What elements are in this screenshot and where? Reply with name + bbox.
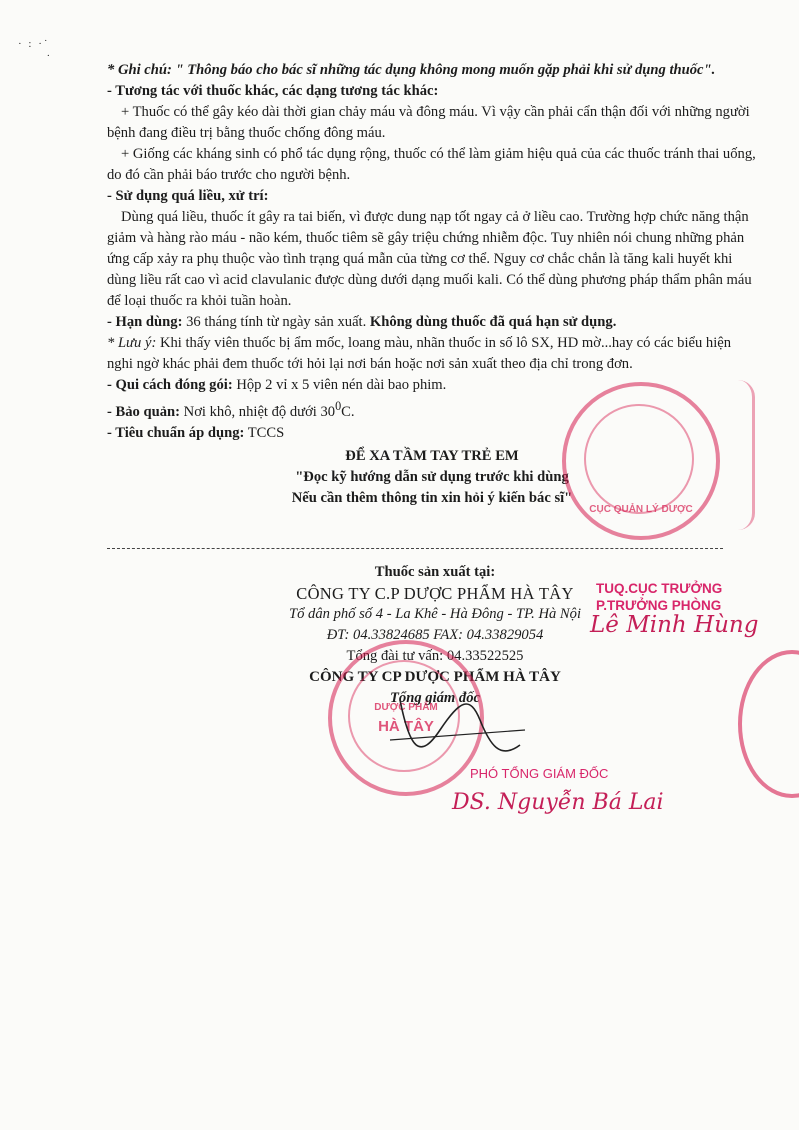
overdose-heading: - Sử dụng quá liều, xử trí: [107, 188, 269, 204]
storage-degree: 0 [335, 399, 342, 413]
overdose-body: Dùng quá liều, thuốc ít gây ra tai biến, vì được dung nạp tốt ngay cả ở liều cao. Trường hợp chức năng thận giảm và hàng rào máu - não kém, thuốc tiêm sẽ gây triệu chứng nhiễm độc. Tuy nhiên nói chung những phản ứng cấp xảy ra phụ thuộc vào tình trạng quá mẫn của từng cơ thể. Nguy cơ chắc chắn là tăng kali huyết khi dùng liều rất cao vì acid clavulanic được dùng dưới dạng muối kali. Có thể dùng phương pháp thẩm phân máu để loại thuốc ra khỏi tuần hoàn. [107, 209, 752, 309]
company-stamp-line-1: DƯỢC PHẨM [374, 702, 438, 713]
storage-label: - Bảo quản: [107, 403, 180, 420]
packaging-value: Hộp 2 vỉ x 5 viên nén dài bao phim. [232, 377, 447, 393]
expiry-line [107, 312, 757, 333]
expiry-label: - Hạn dùng: [107, 314, 183, 330]
ministry-stamp [562, 382, 720, 540]
interaction-item-1: + Thuốc có thể gây kéo dài thời gian chảy máu và đông máu. Vì vậy cần phải cẩn thận đối với những người bệnh đang điều trị bằng thuốc chống đông máu. [107, 104, 750, 141]
deputy-title: PHÓ TỔNG GIÁM ĐỐC [470, 766, 609, 781]
caution-label: * Lưu ý: [107, 335, 157, 351]
handwritten-signature [380, 690, 530, 770]
manufacturer-hotline: Tổng đài tư vấn: 04.33522525 [346, 648, 524, 664]
company-stamp-line-2: HÀ TÂY [378, 718, 434, 735]
storage-value: Nơi khô, nhiệt độ dưới 30 [180, 403, 336, 420]
packaging-label: - Qui cách đóng gói: [107, 377, 233, 393]
caution-paragraph [107, 333, 757, 375]
separator-line [107, 548, 723, 549]
manufacturer-phone: ĐT: 04.33824685 FAX: 04.33829054 [326, 627, 544, 643]
read-instructions: "Đọc kỹ hướng dẫn sử dụng trước khi dùng [295, 468, 569, 485]
manufacturer-address: Tổ dân phố số 4 - La Khê - Hà Đông - TP. Hà Nội [288, 606, 582, 622]
interaction-item-2: + Giống các kháng sinh có phổ tác dụng rộng, thuốc có thể làm giảm hiệu quả của các thuốc tránh thai uống, do đó cần phải báo trước cho người bệnh. [107, 146, 756, 183]
doctor-note: * Ghi chú: " Thông báo cho bác sĩ những tác dụng không mong muốn gặp phải khi sử dụng thuốc". [107, 62, 716, 78]
interaction-heading: - Tương tác với thuốc khác, các dạng tương tác khác: [107, 83, 439, 99]
tuq-line-2: P.TRƯỞNG PHÒNG [596, 598, 722, 613]
expiry-warning: Không dùng thuốc đã quá hạn sử dụng. [369, 314, 617, 330]
standard-value: TCCS [244, 424, 285, 441]
manufacturer-intro: Thuốc sản xuất tại: [374, 564, 496, 580]
deputy-signer-name: DS. Nguyễn Bá Lai [452, 790, 664, 815]
tuq-line-1: TUQ.CỤC TRƯỞNG [596, 581, 723, 596]
signer-title: Tổng giám đốc [390, 690, 480, 706]
ministry-stamp-inner-ring [584, 404, 694, 514]
standard-label: - Tiêu chuẩn áp dụng: [107, 424, 245, 441]
manufacturer-company: CÔNG TY C.P DƯỢC PHẨM HÀ TÂY [296, 584, 574, 603]
ask-doctor: Nếu cần thêm thông tin xin hỏi ý kiến bác sĩ" [291, 489, 573, 506]
expiry-value: 36 tháng tính từ ngày sản xuất. [182, 314, 370, 330]
tuq-signer-name: Lê Minh Hùng [590, 612, 759, 638]
edge-stamp [738, 650, 799, 798]
scan-specks: · : ·˙ · [18, 38, 53, 62]
manufacturer-company-2: CÔNG TY CP DƯỢC PHẨM HÀ TÂY [309, 669, 561, 685]
ministry-stamp-text: CỤC QUẢN LÝ DƯỢC [589, 504, 693, 515]
children-warning: ĐỂ XA TẦM TAY TRẺ EM [345, 447, 519, 464]
caution-text: Khi thấy viên thuốc bị ẩm mốc, loang màu, nhãn thuốc in số lô SX, HD mờ...hay có các biểu hiện nghi ngờ khác phải đem thuốc tới hỏi lại nơi bán hoặc nơi sản xuất theo địa chỉ trong đơn. [107, 335, 732, 372]
storage-unit: C. [341, 403, 355, 420]
tuq-signature-block [596, 580, 722, 614]
